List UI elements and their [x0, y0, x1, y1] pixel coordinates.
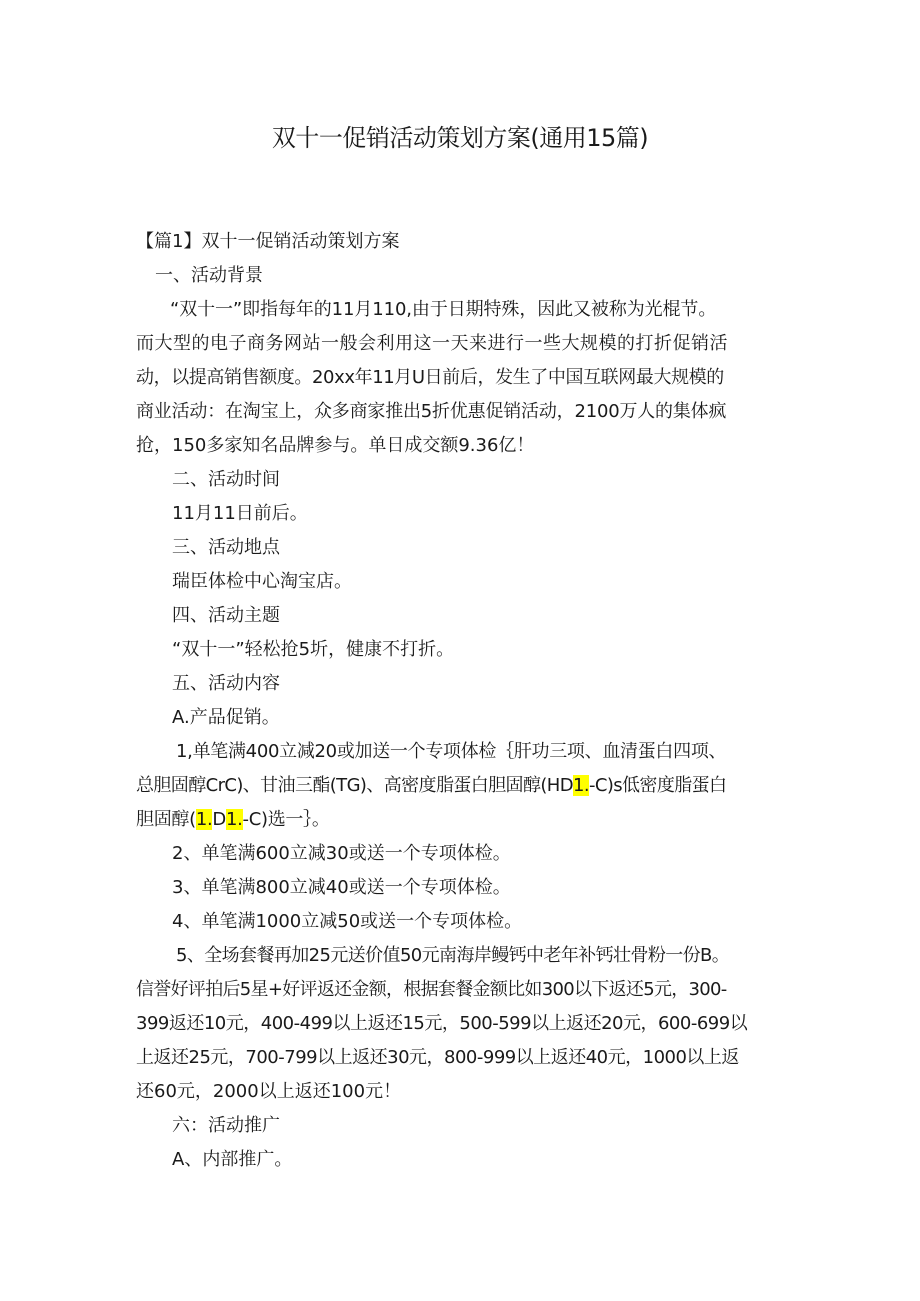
subheading: 五、活动内容 [172, 673, 280, 694]
highlighted-text: 1. [195, 809, 213, 830]
paragraph-line: 商业活动：在淘宝上，众多商家推出5折优惠促销活动，2100万人的集体疯 [136, 401, 727, 422]
document-title: 双十一促销活动策划方案(通用15篇) [271, 124, 649, 152]
paragraph-line [136, 774, 726, 798]
subheading: 四、活动主题 [172, 605, 280, 626]
paragraph-line: A.产品促销。 [172, 707, 280, 728]
subheading: 二、活动时间 [172, 469, 280, 490]
subheading: 三、活动地点 [172, 537, 280, 558]
paragraph-line: 2、单笔满600立减30或送一个专项体检。 [172, 843, 511, 864]
subheading: 一、活动背景 [155, 265, 263, 286]
paragraph-line: 而大型的电子商务网站一般会利用这一天来进行一些大规模的打折促销活 [136, 333, 728, 354]
paragraph-line: 还60元，2000以上返还100元！ [136, 1081, 402, 1102]
paragraph-line: 上返还25元，700-799以上返还30元，800-999以上返还40元，1000以上返 [136, 1047, 739, 1068]
paragraph-line: 动，以提高销售额度。20xx年11月U日前后，发生了中国互联网最大规模的 [136, 367, 724, 388]
paragraph-line: 11月11日前后。 [172, 503, 308, 524]
paragraph-line: 5、全场套餐再加25元送价值50元南海岸鳗钙中老年补钙壮骨粉一份B。 [176, 945, 730, 966]
paragraph-line: 399返还10元，400-499以上返还15元，500-599以上返还20元，600-699以 [136, 1013, 748, 1034]
paragraph-line: “双十一”即指每年的11月110,由于日期特殊，因此又被称为光棍节。 [170, 299, 717, 320]
paragraph-line: A、内部推广。 [172, 1149, 293, 1170]
paragraph-line: 1,单笔满400立减20或加送一个专项体检｛肝功三项、血清蛋白四项、 [176, 741, 727, 762]
text-run: 胆固醇( [136, 809, 196, 830]
text-run: -C)选一｝。 [242, 809, 330, 830]
paragraph-line: 4、单笔满1000立减50或送一个专项体检。 [172, 911, 523, 932]
paragraph-line: 抢，150多家知名品牌参与。单日成交额9.36亿！ [136, 435, 535, 456]
highlighted-text: 1. [225, 809, 243, 830]
text-run: 总胆固醇CrC)、甘油三酯(TG)、高密度脂蛋白胆固醇(HD [136, 775, 573, 796]
paragraph-line [136, 808, 330, 832]
subheading: 六：活动推广 [172, 1115, 280, 1136]
section-heading: 【篇1】双十一促销活动策划方案 [136, 231, 400, 252]
paragraph-line: 3、单笔满800立减40或送一个专项体检。 [172, 877, 511, 898]
paragraph-line: 信誉好评拍后5星+好评返还金额，根据套餐金额比如300以下返还5元，300- [136, 979, 727, 1000]
text-run: -C)s低密度脂蛋白 [588, 775, 727, 796]
highlighted-text: 1. [572, 775, 589, 796]
paragraph-line: “双十一”轻松抢5圻，健康不打折。 [172, 639, 455, 660]
paragraph-line: 瑞臣体检中心淘宝店。 [172, 571, 352, 592]
text-run: D [212, 809, 226, 830]
